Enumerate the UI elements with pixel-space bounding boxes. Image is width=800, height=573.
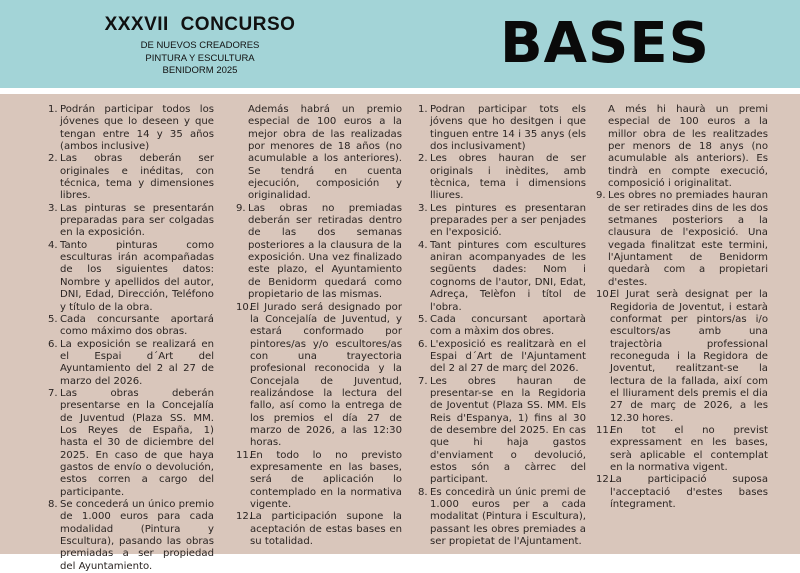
valencian-column-2 xyxy=(596,104,768,511)
rule-item: 4. Tant pintures com escultures aniran acompanyades de les següents dades: Nom i cognoms de l'autor, DNI, Edat, Adreça, Telèfon i títol de l'obra. xyxy=(418,239,586,313)
valencian-rules-list-2 xyxy=(596,190,768,511)
rule-item: 3. Les pintures es presentaran preparades per a ser penjades en l'exposició. xyxy=(418,202,586,239)
spanish-column-1 xyxy=(48,104,214,573)
rule-item: 1. Podran participar tots els jóvens que ho desitgen i que tinguen entre 14 i 35 anys (els dos inclusivament) xyxy=(418,104,586,153)
rule-item: 4. Tanto pinturas como esculturas irán acompañadas de los siguientes datos: Nombre y apellidos del autor, DNI, Edad, Dirección, Teléfono y título de la obra. xyxy=(48,239,214,313)
rule-8-continuation: Además habrá un premio especial de 100 euros a la mejor obra de las realizadas por menores de 18 años (no acumulable a los anteriores). Se tendrá en cuenta ejecución, composición y originalidad. xyxy=(248,104,402,202)
bases-title: BASES xyxy=(500,11,710,76)
rule-item: 3. Las pinturas se presentarán preparadas para ser colgadas en la exposición. xyxy=(48,202,214,239)
rule-8-continuation: A més hi haurà un premi especial de 100 euros a la millor obra de les realitzades per menors de 18 anys (no acumulable als anteriors). Es tindrà en compte execució, composició i originalitat. xyxy=(608,104,768,190)
rule-item: 6. La exposición se realizará en el Espai d´Art del Ayuntamiento del 2 al 27 de marzo del 2026. xyxy=(48,338,214,387)
contest-title: XXXVII CONCURSO xyxy=(104,14,296,35)
rule-item: 9. Las obras no premiadas deberán ser retiradas dentro de las dos semanas posteriores a la clausura de la exposición. Una vez finalizado este plazo, el Ayuntamiento de Benidorm quedará como propietario de las mismas. xyxy=(236,202,402,301)
rule-item: 11. En tot el no previst expressament en les bases, serà aplicable el contemplat en la normativa vigent. xyxy=(596,424,768,473)
rule-item: 7. Les obres hauran de presentar-se en la Regidoria de Joventut (Plaza SS. MM. Els Reis d'Espanya, 1) fins al 30 de desembre del 2025. En cas que hi haja gastos d'enviament o devolució, estos són a càrrec del participant. xyxy=(418,375,586,486)
rule-item: 8. Es concedirà un únic premi de 1.000 euros per a cada modalitat (Pintura i Escultura), passant les obres premiades a ser propietat de l'Ajuntament. xyxy=(418,486,586,548)
rule-item: 6. L'exposició es realitzarà en el Espai d´Art de l'Ajuntament del 2 al 27 de març del 2026. xyxy=(418,338,586,375)
spanish-rules-list-1 xyxy=(48,104,214,573)
valencian-rules-list-1 xyxy=(418,104,586,548)
contest-subtitle-line-3: BENIDORM 2025 xyxy=(162,65,238,76)
rule-item: 5. Cada concursant aportarà com a màxim dos obres. xyxy=(418,313,586,338)
rule-item: 2. Les obres hauran de ser originals i inèdites, amb tècnica, tema i dimensions lliures. xyxy=(418,153,586,202)
spanish-rules-list-2 xyxy=(236,203,402,549)
valencian-column-1 xyxy=(418,104,586,548)
contest-heading xyxy=(80,14,320,78)
rules-panel xyxy=(0,94,800,572)
contest-subtitle-line-2: PINTURA Y ESCULTURA xyxy=(145,52,255,64)
rule-item: 9. Les obres no premiades hauran de ser retirades dins de les dos setmanes posteriors a la clausura de l'exposició. Una vegada finalitzat este termini, l'Ajuntament de Benidorm quedarà com a propietari d'estes. xyxy=(596,190,768,288)
rule-item: 8. Se concederá un único premio de 1.000 euros para cada modalidad (Pintura y Escultura), pasando las obras premiadas a ser propiedad del Ayuntamiento. xyxy=(48,499,214,572)
rule-item: 12. La participació suposa l'acceptació d'estes bases íntegrament. xyxy=(596,474,768,510)
rule-item: 10. El Jurat serà designat per la Regidoria de Joventut, i estarà conformat per pintors/as i/o escultors/as amb una trajectòria professional reconeguda i la Regidora de Joventut, realitzant-se la lectura de la fallada, així com el lliurament dels premis el dia 27 de març de 2026, a les 12.30 hores. xyxy=(596,289,768,424)
rule-item: 1. Podrán participar todos los jóvenes que lo deseen y que tengan entre 14 y 35 años (ambos inclusive) xyxy=(48,104,214,153)
header-banner xyxy=(0,0,800,88)
rule-item: 12. La participación supone la aceptación de estas bases en su totalidad. xyxy=(236,511,402,548)
rule-item: 2. Las obras deberán ser originales e inéditas, con técnica, tema y dimensiones libres. xyxy=(48,153,214,202)
rule-item: 10. El Jurado será designado por la Concejalía de Juventud, y estará conformado por pintores/as y/o escultores/as con una trayectoria profesional reconocida y la Concejala de Juventud, realizándose la lectura del fallo, así como la entrega de los premios el día 27 de marzo de 2026, a las 12:30 horas. xyxy=(236,301,402,449)
spanish-column-2 xyxy=(236,104,402,548)
rule-item: 11. En todo lo no previsto expresamente en las bases, será de aplicación lo contemplado en la normativa vigente. xyxy=(236,449,402,510)
rule-item: 5. Cada concursante aportará como máximo dos obras. xyxy=(48,313,214,338)
rule-item: 7. Las obras deberán presentarse en la Concejalía de Juventud (Plaza SS. MM. Los Reyes de España, 1) hasta el 30 de diciembre del 2025. En caso de que haya gastos de envío o devolución, estos corren a cargo del participante. xyxy=(48,387,214,498)
contest-subtitle-line-1: DE NUEVOS CREADORES xyxy=(140,40,260,51)
